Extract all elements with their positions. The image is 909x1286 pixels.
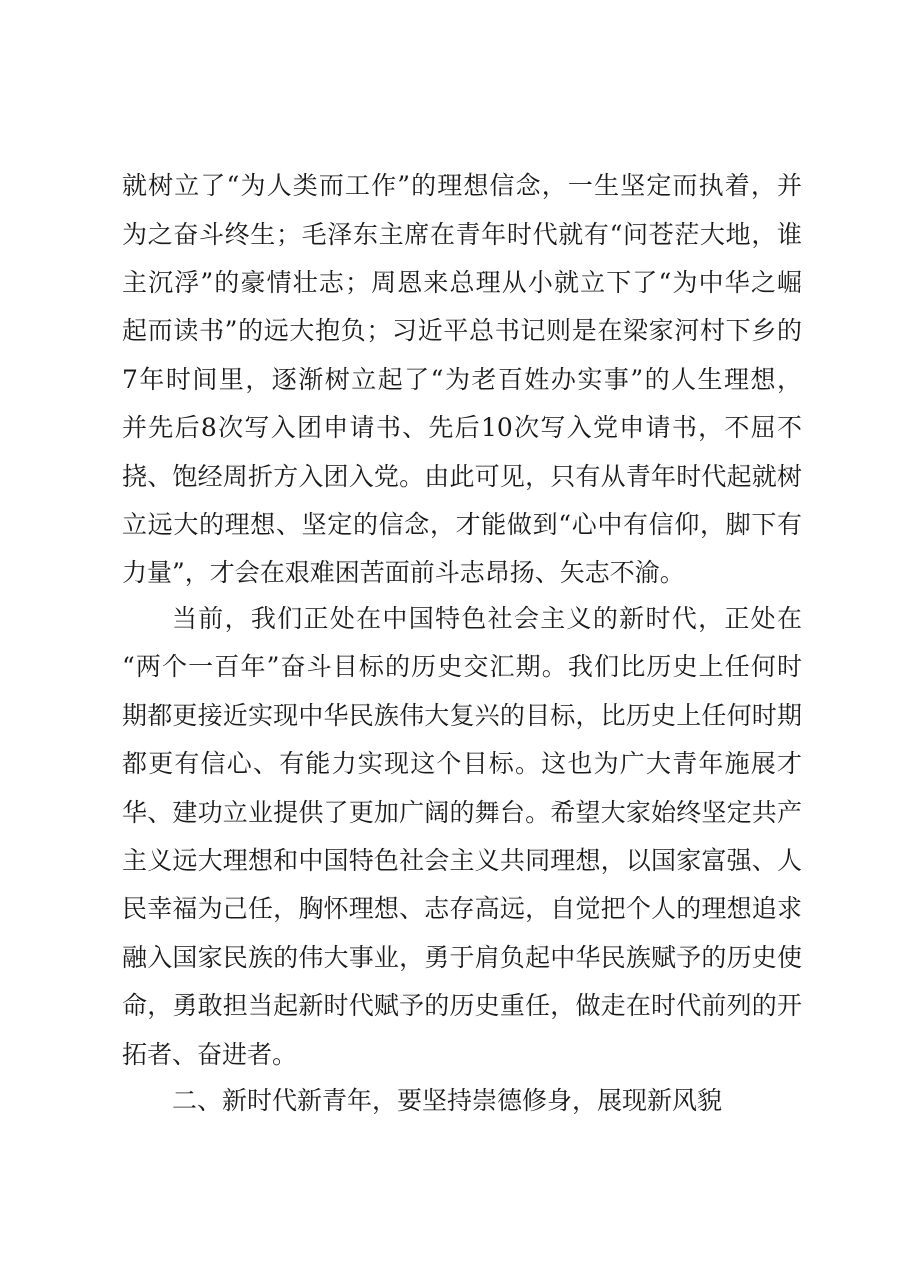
- paragraph-1-line-6: 并先后8次写入团申请书、先后10次写入党申请书，不屈不: [122, 413, 802, 442]
- paragraph-2-line-7: 民幸福为己任，胸怀理想、志存高远，自觉把个人的理想追求: [122, 894, 802, 923]
- paragraph-1-line-5: 7年时间里，逐渐树立起了“为老百姓办实事”的人生理想，: [122, 365, 802, 394]
- paragraph-1-line-2: 为之奋斗终生；毛泽东主席在青年时代就有“问苍茫大地，谁: [122, 220, 802, 249]
- paragraph-2-line-3: 期都更接近实现中华民族伟大复兴的目标，比历史上任何时期: [122, 701, 802, 730]
- paragraph-1-line-4: 起而读书”的远大抱负；习近平总书记则是在梁家河村下乡的: [122, 316, 802, 345]
- paragraph-2-line-8: 融入国家民族的伟大事业，勇于肩负起中华民族赋予的历史使: [122, 943, 802, 972]
- paragraph-1-line-1: 就树立了“为人类而工作”的理想信念，一生坚定而执着，并: [122, 171, 802, 200]
- paragraph-1-line-9: 力量”，才会在艰难困苦面前斗志昂扬、矢志不渝。: [122, 558, 685, 587]
- paragraph-1-line-3: 主沉浮”的豪情壮志；周恩来总理从小就立下了“为中华之崛: [122, 268, 802, 297]
- paragraph-1-line-8: 立远大的理想、坚定的信念，才能做到“心中有信仰，脚下有: [122, 510, 802, 539]
- paragraph-2-line-4: 都更有信心、有能力实现这个目标。这也为广大青年施展才: [122, 749, 802, 778]
- paragraph-2-line-5: 华、建功立业提供了更加广阔的舞台。希望大家始终坚定共产: [122, 798, 802, 827]
- paragraph-1-line-7: 挠、饱经周折方入团入党。由此可见，只有从青年时代起就树: [122, 462, 802, 491]
- paragraph-2-line-9: 命，勇敢担当起新时代赋予的历史重任，做走在时代前列的开: [122, 991, 802, 1020]
- paragraph-2-line-1: 当前，我们正处在中国特色社会主义的新时代，正处在: [172, 604, 802, 633]
- paragraph-2-line-6: 主义远大理想和中国特色社会主义共同理想，以国家富强、人: [122, 846, 802, 875]
- section-heading: 二、新时代新青年，要坚持崇德修身，展现新风貌: [172, 1086, 723, 1115]
- paragraph-2-line-10: 拓者、奋进者。: [122, 1040, 298, 1069]
- paragraph-2-line-2: “两个一百年”奋斗目标的历史交汇期。我们比历史上任何时: [122, 652, 802, 681]
